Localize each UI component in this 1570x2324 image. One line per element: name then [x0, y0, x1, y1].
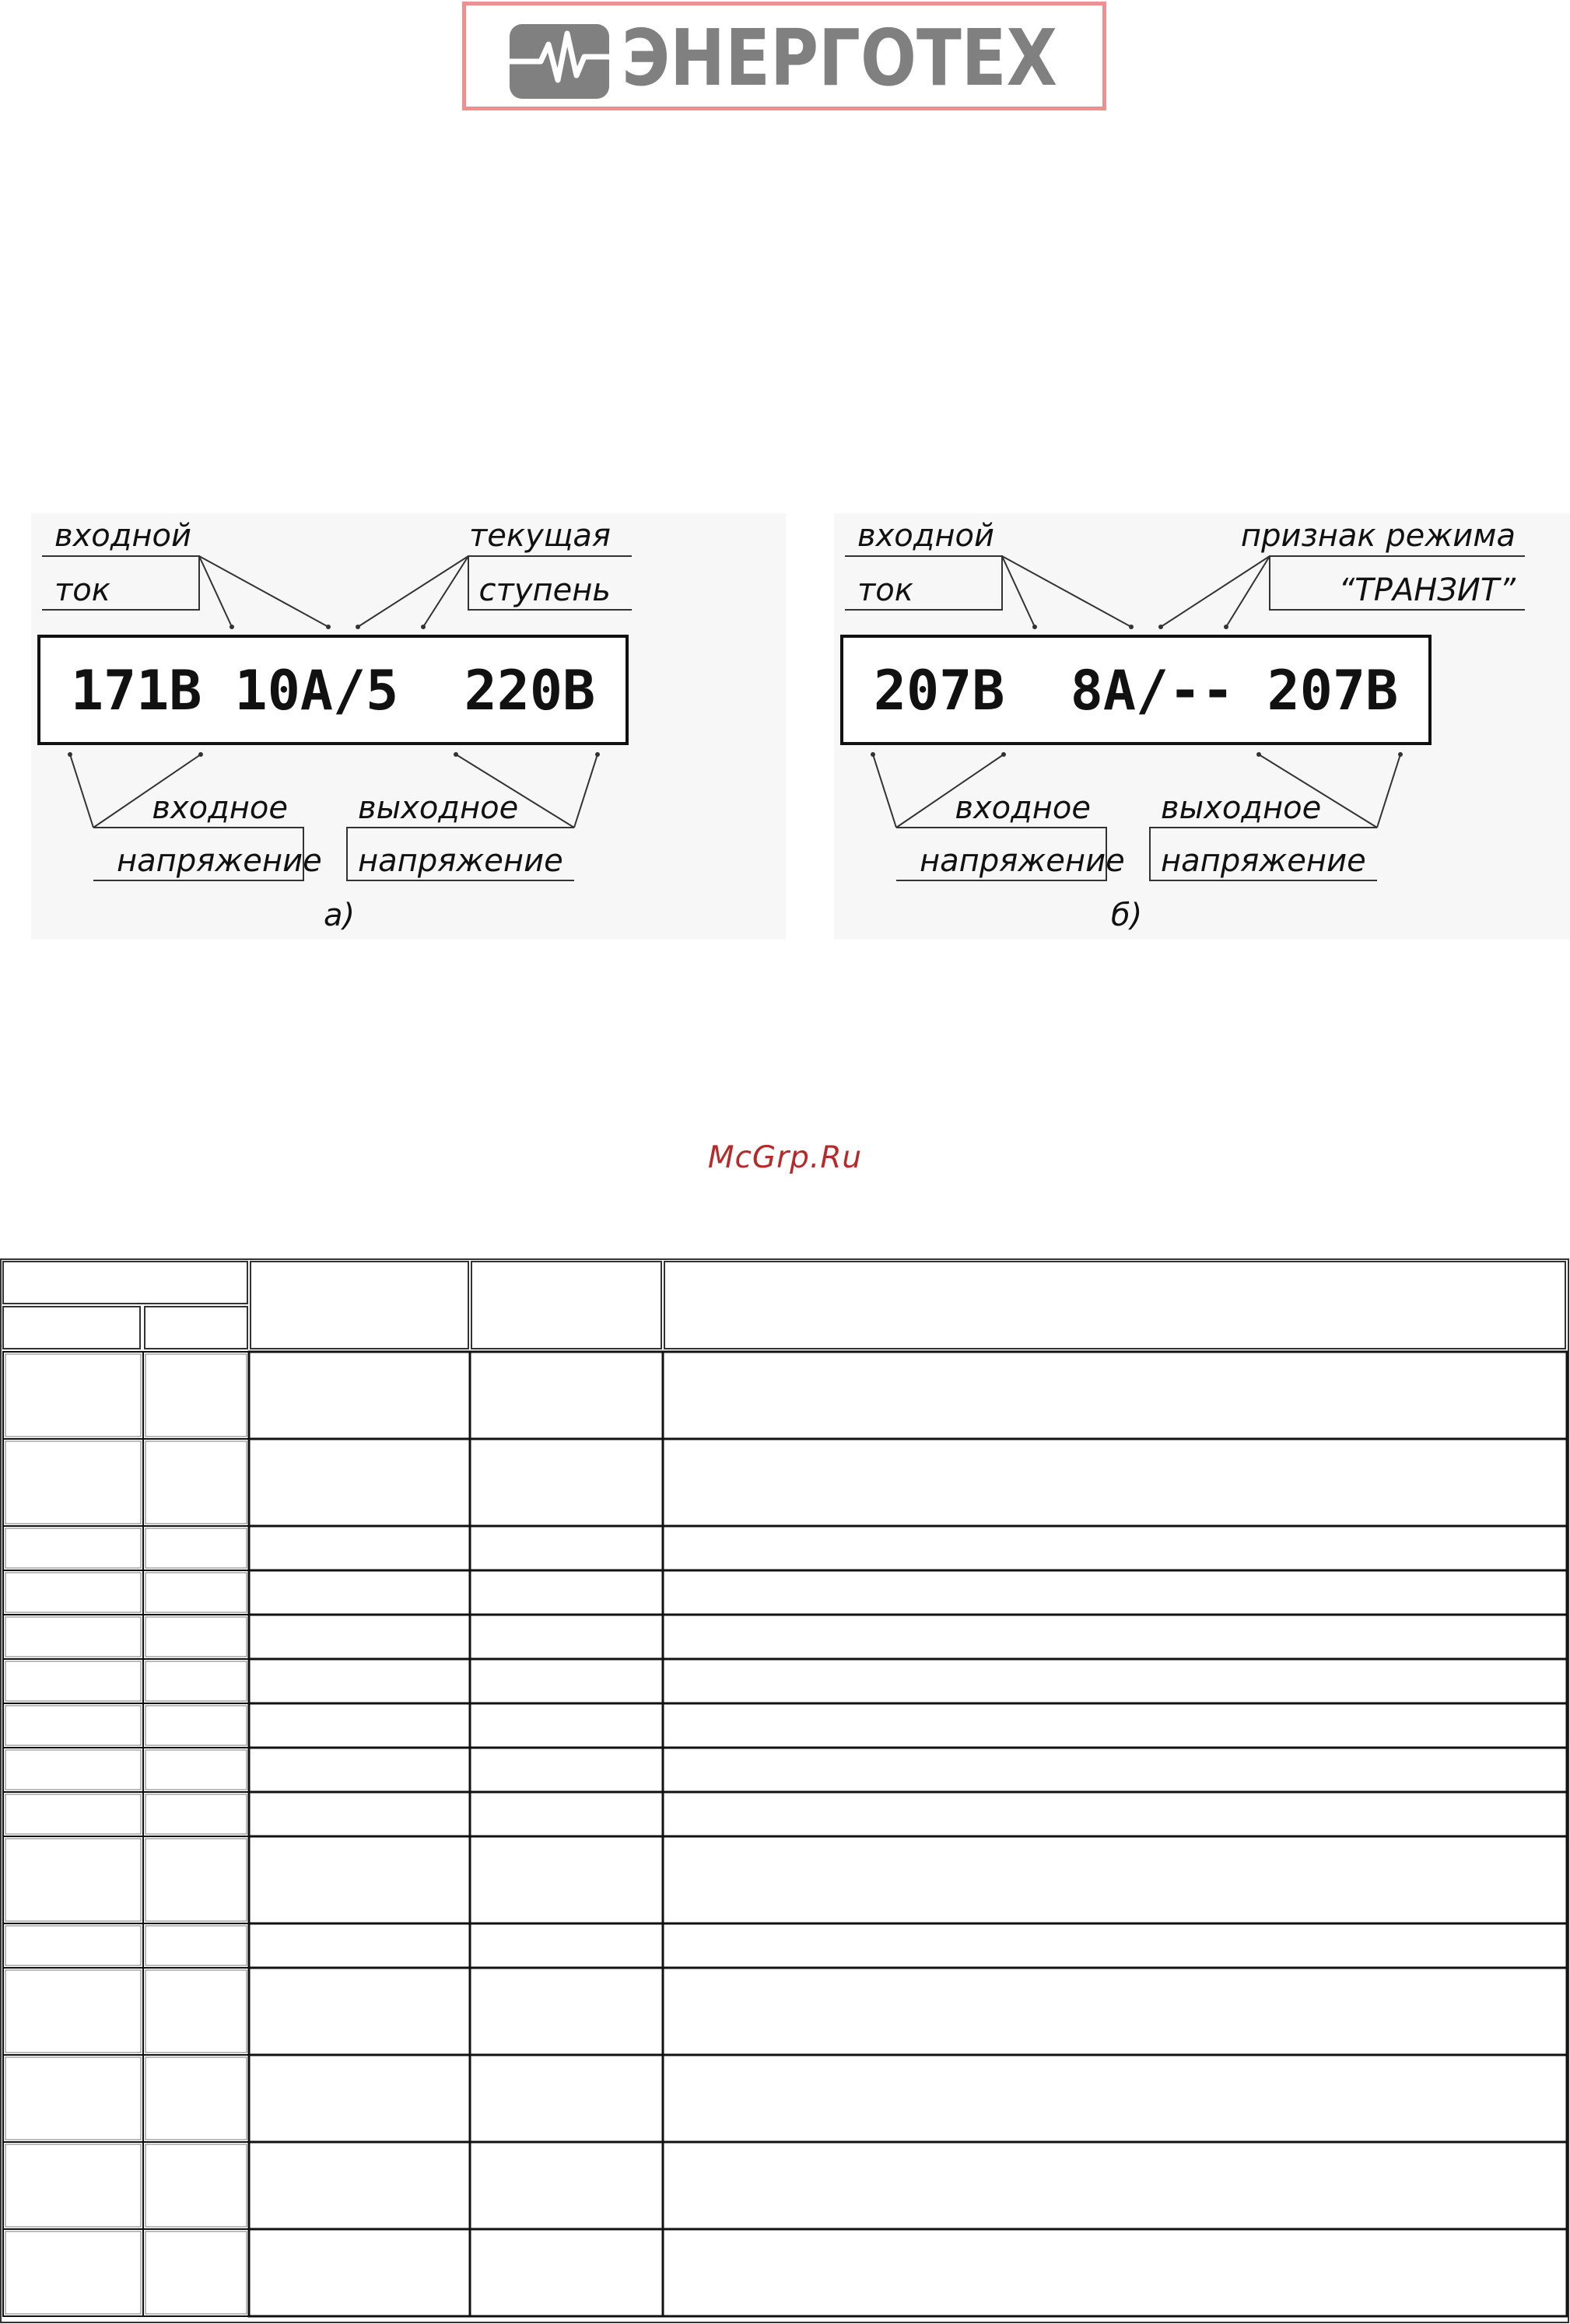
table-cell — [143, 1570, 249, 1615]
table-cell — [249, 1792, 470, 1836]
input-current-label-1: входной — [857, 518, 994, 554]
table-cell — [470, 1439, 663, 1526]
table-cell — [249, 2229, 470, 2316]
table-cell — [3, 2055, 143, 2142]
table-cell — [143, 1615, 249, 1659]
table-row — [3, 2229, 1567, 2316]
output-voltage-label-2: напряжение — [1161, 843, 1366, 879]
table-row — [3, 1968, 1567, 2055]
input-current-label-1: входной — [54, 518, 191, 554]
table-cell — [143, 1439, 249, 1526]
table-cell — [470, 1526, 663, 1570]
table-cell — [663, 1615, 1567, 1659]
table-cell — [663, 1703, 1567, 1748]
table-cell — [249, 1570, 470, 1615]
table-cell — [470, 1748, 663, 1792]
brand-name: ЭНЕРГОТЕХ — [622, 12, 1057, 103]
table-cell — [3, 1570, 143, 1615]
watermark: McGrp.Ru — [707, 1140, 863, 1175]
diagram-caption: б) — [1111, 898, 1143, 933]
table-row — [3, 1923, 1567, 1968]
table-row — [3, 2142, 1567, 2229]
table-row — [3, 1526, 1567, 1570]
table-cell — [663, 1923, 1567, 1968]
table-cell — [470, 2055, 663, 2142]
table-header-cell — [145, 1307, 247, 1349]
table-row — [3, 1748, 1567, 1792]
logo-graphic — [466, 5, 1102, 107]
input-voltage-label-1: входное — [152, 790, 288, 826]
table-header-cell — [3, 1262, 247, 1304]
table-row — [3, 2055, 1567, 2142]
table-cell — [249, 1748, 470, 1792]
diagram-caption: а) — [324, 898, 356, 933]
table-cell — [143, 1968, 249, 2055]
table-cell — [3, 1792, 143, 1836]
table-cell — [3, 1352, 143, 1439]
table-cell — [470, 2142, 663, 2229]
table-header-cell — [3, 1307, 140, 1349]
table-cell — [249, 1352, 470, 1439]
table-cell — [663, 1526, 1567, 1570]
table-cell — [3, 2229, 143, 2316]
table-cell — [663, 1748, 1567, 1792]
table-cell — [143, 1836, 249, 1923]
table-row — [3, 1615, 1567, 1659]
table-cell — [470, 1570, 663, 1615]
table-cell — [249, 1703, 470, 1748]
table-row — [3, 1792, 1567, 1836]
table-cell — [663, 1792, 1567, 1836]
table-cell — [663, 1968, 1567, 2055]
table-row — [3, 1703, 1567, 1748]
table-cell — [3, 1968, 143, 2055]
table-cell — [143, 1703, 249, 1748]
table-cell — [663, 1352, 1567, 1439]
table-cell — [3, 1748, 143, 1792]
lcd-display-text: 207В 8А/-- 207В — [873, 659, 1399, 723]
table-row — [3, 1352, 1567, 1439]
table-cell — [143, 1659, 249, 1703]
table-cell — [663, 1570, 1567, 1615]
table-cell — [663, 1439, 1567, 1526]
right-top-label-1: текущая — [469, 518, 611, 554]
table-cell — [663, 2229, 1567, 2316]
table-cell — [143, 2229, 249, 2316]
input-current-label-2: ток — [857, 572, 913, 608]
table-cell — [470, 2229, 663, 2316]
mode-label-1: признак режима — [1240, 518, 1516, 554]
table-cell — [249, 1836, 470, 1923]
table-cell — [3, 1439, 143, 1526]
table-cell — [249, 2055, 470, 2142]
table-header-cell — [471, 1262, 661, 1349]
input-current-label-2: ток — [54, 572, 110, 608]
parameters-table — [0, 1258, 1570, 2324]
table-row — [3, 1659, 1567, 1703]
table-cell — [663, 2055, 1567, 2142]
table-cell — [3, 1703, 143, 1748]
table-cell — [249, 1526, 470, 1570]
table-cell — [663, 1836, 1567, 1923]
table-cell — [143, 2055, 249, 2142]
table-cell — [143, 2142, 249, 2229]
table-cell — [249, 1615, 470, 1659]
table-cell — [3, 1615, 143, 1659]
table-cell — [3, 1836, 143, 1923]
output-voltage-label-1: выходное — [1161, 790, 1322, 826]
table-cell — [143, 1526, 249, 1570]
table-cell — [249, 2142, 470, 2229]
table-cell — [143, 1352, 249, 1439]
table-cell — [3, 1923, 143, 1968]
table-cell — [249, 1659, 470, 1703]
table-cell — [249, 1968, 470, 2055]
table-cell — [470, 1352, 663, 1439]
table-cell — [143, 1923, 249, 1968]
table-cell — [470, 1792, 663, 1836]
table-cell — [249, 1439, 470, 1526]
table-cell — [470, 1968, 663, 2055]
table-cell — [470, 1923, 663, 1968]
table-cell — [249, 1923, 470, 1968]
table-cell — [470, 1703, 663, 1748]
table-row — [3, 1836, 1567, 1923]
display-diagram-b — [834, 513, 1570, 940]
table-row — [3, 1570, 1567, 1615]
table-row — [3, 1439, 1567, 1526]
table-header-cell — [251, 1262, 468, 1349]
right-top-label-2: ступень — [478, 572, 611, 608]
output-voltage-label-1: выходное — [358, 790, 519, 826]
table-header-cell — [664, 1262, 1565, 1349]
table-cell — [663, 2142, 1567, 2229]
output-voltage-label-2: напряжение — [358, 843, 563, 879]
input-voltage-label-1: входное — [955, 790, 1091, 826]
table-cell — [470, 1836, 663, 1923]
table-cell — [3, 2142, 143, 2229]
table-cell — [143, 1792, 249, 1836]
table-cell — [470, 1615, 663, 1659]
table-cell — [663, 1659, 1567, 1703]
table-cell — [3, 1659, 143, 1703]
input-voltage-label-2: напряжение — [920, 843, 1125, 879]
mode-label-2: “ТРАНЗИТ” — [1338, 572, 1516, 608]
input-voltage-label-2: напряжение — [117, 843, 322, 879]
table-cell — [143, 1748, 249, 1792]
table-grid — [0, 1258, 1570, 2324]
table-cell — [3, 1526, 143, 1570]
brand-logo — [462, 2, 1106, 110]
display-diagram-a — [31, 513, 786, 940]
lcd-display-text: 171В 10А/5 220В — [70, 659, 596, 723]
table-cell — [470, 1659, 663, 1703]
